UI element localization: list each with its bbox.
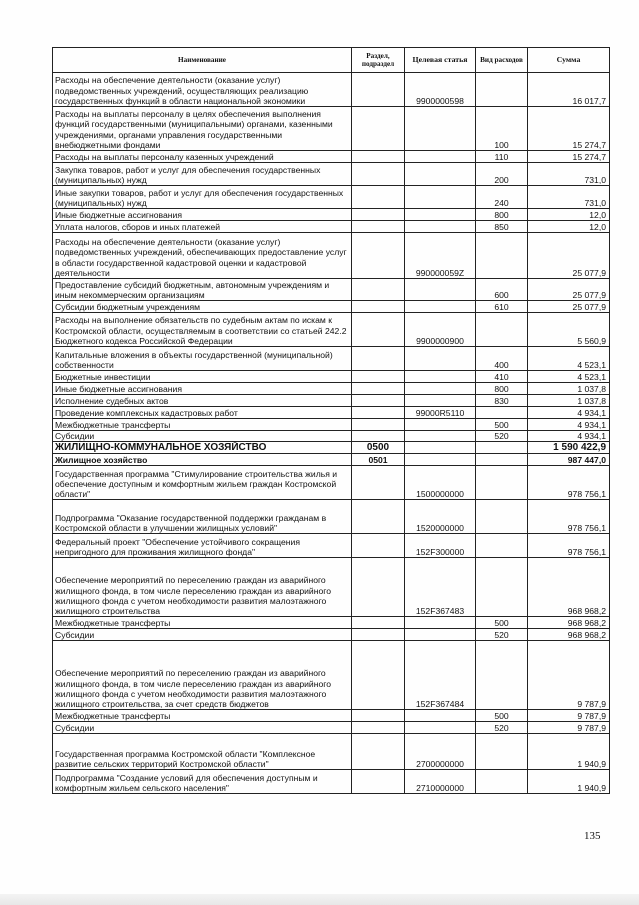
- row-section-code: [352, 371, 405, 383]
- table-row: [53, 301, 610, 313]
- row-sum: 9 787,9: [528, 710, 610, 722]
- row-sum: 968 968,2: [528, 617, 610, 629]
- row-sum: 4 934,1: [528, 431, 610, 442]
- row-section-code: [352, 710, 405, 722]
- row-target-article: [405, 395, 476, 407]
- row-expense-type: 410: [476, 371, 528, 383]
- row-section-code: [352, 466, 405, 500]
- row-name: Государственная программа Костромской области "Комплексное развитие сельских территорий Костромской области": [53, 734, 352, 770]
- header-name: Наименование: [53, 48, 352, 73]
- row-expense-type: [476, 534, 528, 558]
- row-section-code: [352, 186, 405, 209]
- row-sum: 4 934,1: [528, 407, 610, 419]
- row-name: Субсидии: [53, 722, 352, 734]
- row-expense-type: 400: [476, 347, 528, 371]
- row-name: Иные бюджетные ассигнования: [53, 209, 352, 221]
- table-row: [53, 710, 610, 722]
- row-target-article: 99000R5110: [405, 407, 476, 419]
- row-section-code: [352, 279, 405, 301]
- table-row: [53, 629, 610, 641]
- row-expense-type: 600: [476, 279, 528, 301]
- table-row: [53, 770, 610, 794]
- table-row: [53, 233, 610, 279]
- row-name: Иные закупки товаров, работ и услуг для обеспечения государственных (муниципальных) нужд: [53, 186, 352, 209]
- row-target-article: 2700000000: [405, 734, 476, 770]
- row-sum: 978 756,1: [528, 500, 610, 534]
- row-expense-type: 520: [476, 431, 528, 442]
- table-row: [53, 107, 610, 151]
- row-sum: 1 590 422,9: [528, 442, 610, 454]
- row-target-article: [405, 371, 476, 383]
- row-expense-type: 100: [476, 107, 528, 151]
- row-sum: 1 940,9: [528, 770, 610, 794]
- row-expense-type: 110: [476, 151, 528, 163]
- row-target-article: [405, 209, 476, 221]
- row-section-code: [352, 407, 405, 419]
- row-target-article: 1520000000: [405, 500, 476, 534]
- row-section-code: [352, 233, 405, 279]
- row-name: Закупка товаров, работ и услуг для обеспечения государственных (муниципальных) нужд: [53, 163, 352, 186]
- table-row: [53, 722, 610, 734]
- row-name: Субсидии: [53, 629, 352, 641]
- row-target-article: [405, 347, 476, 371]
- row-expense-type: 500: [476, 710, 528, 722]
- row-sum: 5 560,9: [528, 313, 610, 347]
- row-sum: 9 787,9: [528, 722, 610, 734]
- row-sum: 978 756,1: [528, 534, 610, 558]
- table-row: [53, 279, 610, 301]
- row-target-article: [405, 186, 476, 209]
- row-name: Подпрограмма "Создание условий для обеспечения доступным и комфортным жильем сельского населения": [53, 770, 352, 794]
- row-target-article: [405, 163, 476, 186]
- row-section-code: [352, 395, 405, 407]
- row-target-article: [405, 301, 476, 313]
- row-sum: 1 037,8: [528, 395, 610, 407]
- row-name: Иные бюджетные ассигнования: [53, 383, 352, 395]
- row-target-article: 152F300000: [405, 534, 476, 558]
- row-target-article: [405, 107, 476, 151]
- row-sum: 9 787,9: [528, 641, 610, 710]
- row-name: Предоставление субсидий бюджетным, автономным учреждениям и иным некоммерческим организациям: [53, 279, 352, 301]
- header-sum: Сумма: [528, 48, 610, 73]
- row-target-article: [405, 221, 476, 233]
- row-sum: 12,0: [528, 209, 610, 221]
- row-section-code: [352, 641, 405, 710]
- row-expense-type: [476, 466, 528, 500]
- row-target-article: [405, 629, 476, 641]
- table-row: [53, 73, 610, 107]
- table-row: [53, 454, 610, 466]
- row-target-article: [405, 151, 476, 163]
- row-name: Капитальные вложения в объекты государственной (муниципальной) собственности: [53, 347, 352, 371]
- row-sum: 731,0: [528, 186, 610, 209]
- row-expense-type: [476, 313, 528, 347]
- row-expense-type: 800: [476, 383, 528, 395]
- row-expense-type: [476, 407, 528, 419]
- row-target-article: 2710000000: [405, 770, 476, 794]
- row-section-code: [352, 151, 405, 163]
- row-expense-type: 520: [476, 629, 528, 641]
- row-expense-type: 850: [476, 221, 528, 233]
- table-header-row: [53, 48, 610, 73]
- row-sum: 25 077,9: [528, 233, 610, 279]
- table-row: [53, 151, 610, 163]
- row-expense-type: [476, 500, 528, 534]
- table-row: [53, 347, 610, 371]
- row-expense-type: [476, 734, 528, 770]
- table-row: [53, 534, 610, 558]
- row-expense-type: 500: [476, 419, 528, 431]
- table-row: [53, 221, 610, 233]
- row-sum: 25 077,9: [528, 301, 610, 313]
- budget-table: [52, 47, 610, 794]
- row-sum: 15 274,7: [528, 151, 610, 163]
- table-row: [53, 466, 610, 500]
- row-name: Подпрограмма "Оказание государственной поддержки гражданам в Костромской области в улучшении жилищных условий": [53, 500, 352, 534]
- row-section-code: [352, 221, 405, 233]
- row-section-code: [352, 419, 405, 431]
- row-target-article: [405, 442, 476, 454]
- table-row: [53, 641, 610, 710]
- row-target-article: [405, 419, 476, 431]
- row-expense-type: 830: [476, 395, 528, 407]
- row-section-code: [352, 313, 405, 347]
- row-target-article: [405, 431, 476, 442]
- table-row: [53, 186, 610, 209]
- row-name: Федеральный проект "Обеспечение устойчивого сокращения непригодного для проживания жилищного фонда": [53, 534, 352, 558]
- row-sum: 16 017,7: [528, 73, 610, 107]
- row-section-code: [352, 734, 405, 770]
- row-name: Субсидии: [53, 431, 352, 442]
- table-row: [53, 442, 610, 454]
- row-target-article: [405, 710, 476, 722]
- row-target-article: [405, 617, 476, 629]
- row-section-code: [352, 209, 405, 221]
- table-row: [53, 500, 610, 534]
- row-section-code: [352, 534, 405, 558]
- row-name: Расходы на выплаты персоналу в целях обеспечения выполнения функций государственными (муниципальными) органами, казенными учреждениями, органами управления государственными внебюджетными фондами: [53, 107, 352, 151]
- row-section-code: [352, 383, 405, 395]
- row-name: Субсидии бюджетным учреждениям: [53, 301, 352, 313]
- row-name: Межбюджетные трансферты: [53, 617, 352, 629]
- row-section-code: [352, 770, 405, 794]
- row-name: Проведение комплексных кадастровых работ: [53, 407, 352, 419]
- row-expense-type: 200: [476, 163, 528, 186]
- row-sum: 1 037,8: [528, 383, 610, 395]
- row-sum: 4 934,1: [528, 419, 610, 431]
- row-expense-type: 800: [476, 209, 528, 221]
- row-target-article: 9900000598: [405, 73, 476, 107]
- row-sum: 15 274,7: [528, 107, 610, 151]
- table-row: [53, 313, 610, 347]
- row-section-code: 0500: [352, 442, 405, 454]
- row-target-article: [405, 279, 476, 301]
- row-name: Исполнение судебных актов: [53, 395, 352, 407]
- table-row: [53, 383, 610, 395]
- row-section-code: [352, 629, 405, 641]
- table-row: [53, 395, 610, 407]
- table-row: [53, 617, 610, 629]
- header-section: Раздел, подраздел: [352, 48, 405, 73]
- row-target-article: 1500000000: [405, 466, 476, 500]
- row-expense-type: [476, 73, 528, 107]
- row-name: Межбюджетные трансферты: [53, 419, 352, 431]
- row-name: Расходы на выполнение обязательств по судебным актам по искам к Костромской области, осуществляемым в соответствии со статьей 242.2 Бюджетного кодекса Российской Федерации: [53, 313, 352, 347]
- row-sum: 12,0: [528, 221, 610, 233]
- table-row: [53, 163, 610, 186]
- row-expense-type: 240: [476, 186, 528, 209]
- row-sum: 968 968,2: [528, 629, 610, 641]
- row-sum: 978 756,1: [528, 466, 610, 500]
- budget-table-container: [52, 47, 609, 794]
- row-name: ЖИЛИЩНО-КОММУНАЛЬНОЕ ХОЗЯЙСТВО: [53, 442, 352, 454]
- page-number: 135: [584, 830, 601, 842]
- row-expense-type: 500: [476, 617, 528, 629]
- scan-bottom-edge: [0, 894, 639, 905]
- table-row: [53, 209, 610, 221]
- table-row: [53, 558, 610, 617]
- row-section-code: [352, 163, 405, 186]
- row-target-article: [405, 383, 476, 395]
- row-section-code: [352, 722, 405, 734]
- row-expense-type: [476, 641, 528, 710]
- row-expense-type: [476, 442, 528, 454]
- table-row: [53, 371, 610, 383]
- row-expense-type: [476, 454, 528, 466]
- row-section-code: [352, 617, 405, 629]
- row-expense-type: [476, 233, 528, 279]
- table-row: [53, 734, 610, 770]
- row-section-code: [352, 107, 405, 151]
- row-name: Жилищное хозяйство: [53, 454, 352, 466]
- row-name: Государственная программа "Стимулирование строительства жилья и обеспечение доступным и комфортным жильем граждан Костромской области": [53, 466, 352, 500]
- row-name: Уплата налогов, сборов и иных платежей: [53, 221, 352, 233]
- header-target: Целевая статья: [405, 48, 476, 73]
- row-sum: 987 447,0: [528, 454, 610, 466]
- row-target-article: [405, 722, 476, 734]
- table-row: [53, 407, 610, 419]
- row-section-code: [352, 301, 405, 313]
- row-section-code: [352, 500, 405, 534]
- row-sum: 4 523,1: [528, 347, 610, 371]
- row-sum: 25 077,9: [528, 279, 610, 301]
- row-section-code: 0501: [352, 454, 405, 466]
- row-name: Расходы на выплаты персоналу казенных учреждений: [53, 151, 352, 163]
- row-expense-type: [476, 770, 528, 794]
- row-target-article: 990000059Z: [405, 233, 476, 279]
- row-sum: 968 968,2: [528, 558, 610, 617]
- row-target-article: 152F367483: [405, 558, 476, 617]
- table-row: [53, 431, 610, 442]
- row-sum: 731,0: [528, 163, 610, 186]
- row-section-code: [352, 431, 405, 442]
- row-target-article: 9900000900: [405, 313, 476, 347]
- row-name: Обеспечение мероприятий по переселению граждан из аварийного жилищного фонда, в том числе переселению граждан из аварийного жилищного фонда с учетом необходимости развития малоэтажного жилищного строительства: [53, 558, 352, 617]
- row-sum: 4 523,1: [528, 371, 610, 383]
- row-name: Обеспечение мероприятий по переселению граждан из аварийного жилищного фонда, в том числе переселению граждан из аварийного жилищного фонда с учетом необходимости развития малоэтажного жилищного строительства, за счет средств бюджетов: [53, 641, 352, 710]
- row-target-article: [405, 454, 476, 466]
- row-section-code: [352, 558, 405, 617]
- row-expense-type: 610: [476, 301, 528, 313]
- table-row: [53, 419, 610, 431]
- row-sum: 1 940,9: [528, 734, 610, 770]
- row-expense-type: [476, 558, 528, 617]
- table-body: [53, 73, 610, 794]
- row-target-article: 152F367484: [405, 641, 476, 710]
- row-section-code: [352, 347, 405, 371]
- row-section-code: [352, 73, 405, 107]
- row-name: Бюджетные инвестиции: [53, 371, 352, 383]
- row-name: Расходы на обеспечение деятельности (оказание услуг) подведомственных учреждений, обеспечивающих предоставление услуг в области государственной кадастровой оценки и кадастровой деятельности: [53, 233, 352, 279]
- row-name: Межбюджетные трансферты: [53, 710, 352, 722]
- row-expense-type: 520: [476, 722, 528, 734]
- row-name: Расходы на обеспечение деятельности (оказание услуг) подведомственных учреждений, осуществляющих реализацию государственных функций в области национальной экономики: [53, 73, 352, 107]
- header-type: Вид расходов: [476, 48, 528, 73]
